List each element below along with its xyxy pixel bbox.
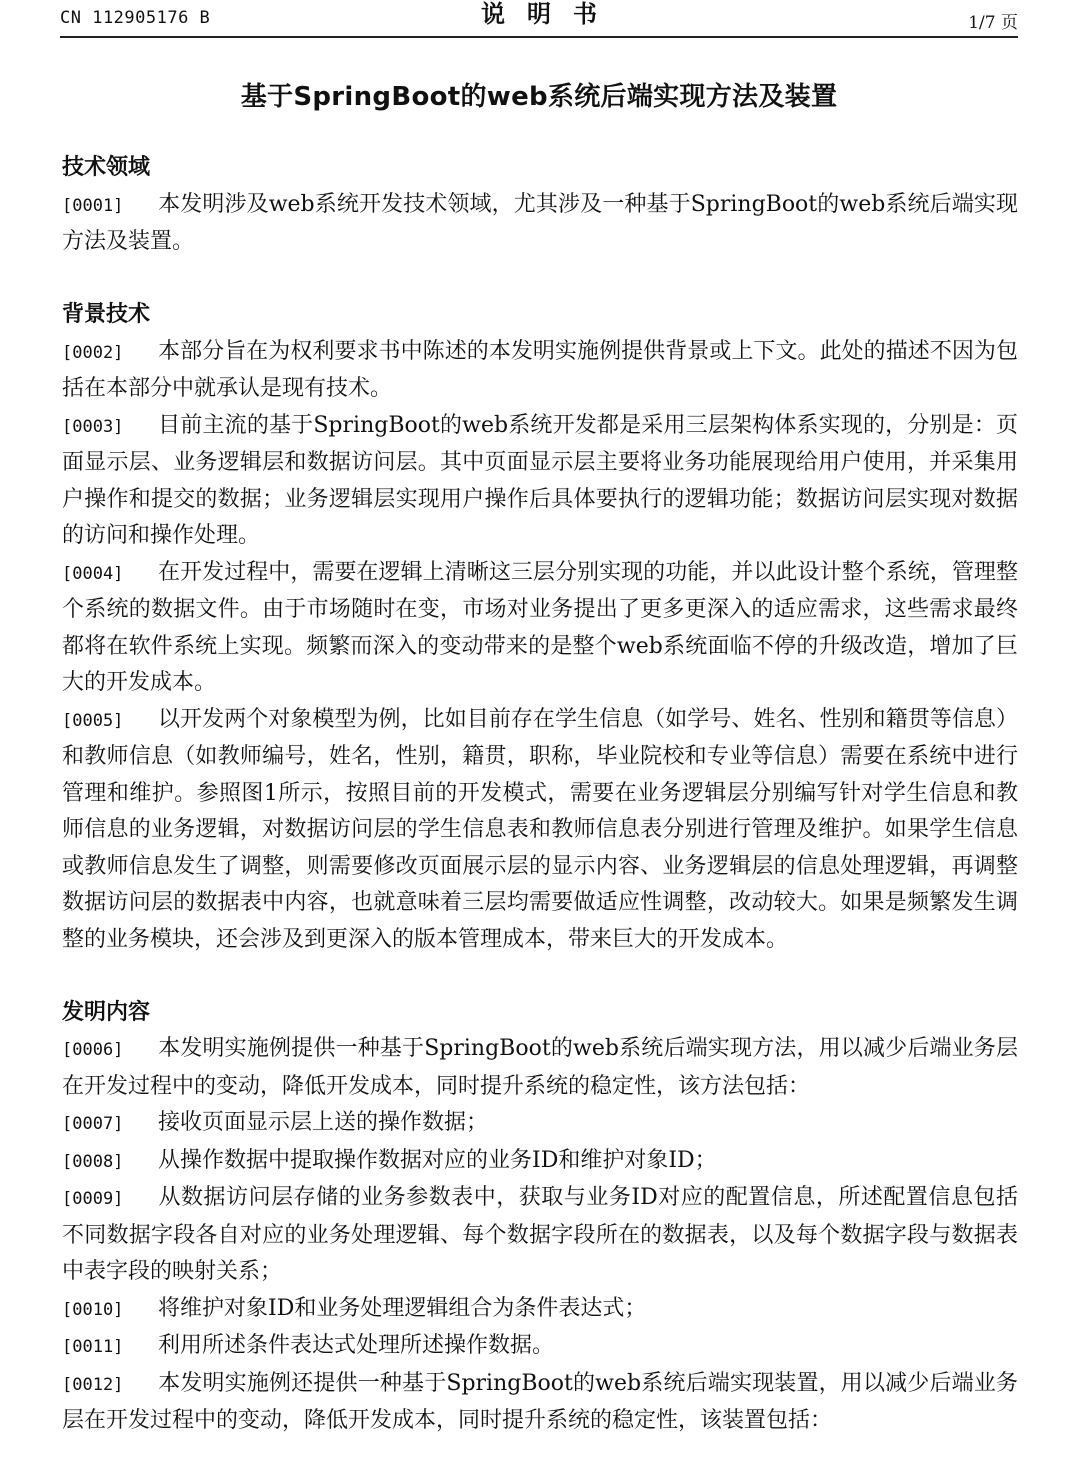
paragraph-number: [0008] xyxy=(62,1151,124,1172)
paragraph-number: [0003] xyxy=(62,416,124,437)
document-type: 说明书 xyxy=(481,0,619,28)
paragraph-number: [0001] xyxy=(62,195,124,216)
paragraph xyxy=(62,1143,1018,1181)
paragraph-number: [0002] xyxy=(62,342,124,363)
paragraph-text: 本发明实施例还提供一种基于SpringBoot的web系统后端实现装置，用以减少后端业务层在开发过程中的变动，降低开发成本，同时提升系统的稳定性，该装置包括： xyxy=(62,1370,1018,1433)
paragraph xyxy=(62,1366,1018,1440)
paragraph-text: 接收页面显示层上送的操作数据； xyxy=(158,1110,489,1135)
document-title: 基于SpringBoot的web系统后端实现方法及装置 xyxy=(240,82,838,112)
paragraph xyxy=(62,555,1018,702)
paragraph-text: 从数据访问层存储的业务参数表中，获取与业务ID对应的配置信息，所述配置信息包括不同数据字段各自对应的业务处理逻辑、每个数据字段所在的数据表，以及每个数据字段与数据表中表字段的映射关系； xyxy=(62,1185,1018,1284)
paragraph-text: 从操作数据中提取操作数据对应的业务ID和维护对象ID； xyxy=(158,1147,717,1173)
paragraph-number: [0011] xyxy=(62,1337,124,1357)
paragraph-text: 在开发过程中，需要在逻辑上清晰这三层分别实现的功能，并以此设计整个系统，管理整个系统的数据文件。由于市场随时在变，市场对业务提出了更多更深入的适应需求，这些需求最终都将在软件系统上实现。频繁而深入的变动带来的是整个web系统面临不停的升级改造，增加了巨大的开发成本。 xyxy=(62,559,1018,695)
paragraph-number: [0012] xyxy=(62,1374,124,1395)
paragraph-number: [0005] xyxy=(62,710,124,731)
paragraph-text: 本发明实施例提供一种基于SpringBoot的web系统后端实现方法，用以减少后端业务层在开发过程中的变动，降低开发成本，同时提升系统的稳定性，该方法包括： xyxy=(62,1036,1018,1099)
paragraph xyxy=(62,1031,1018,1105)
paragraph-number: [0010] xyxy=(62,1299,124,1320)
document-body xyxy=(62,150,1018,1440)
paragraph-number: [0004] xyxy=(62,563,124,584)
page-indicator: 1/7 页 xyxy=(968,13,1018,33)
paragraph xyxy=(62,1180,1018,1291)
paragraph-number: [0007] xyxy=(62,1114,124,1134)
paragraph xyxy=(62,1105,1018,1143)
section-heading-background: 背景技术 xyxy=(62,302,151,327)
paragraph xyxy=(62,334,1018,408)
paragraph xyxy=(62,1291,1018,1329)
section-heading-summary: 发明内容 xyxy=(62,999,151,1025)
paragraph-text: 本部分旨在为权利要求书中陈述的本发明实施例提供背景或上下文。此处的描述不因为包括在本部分中就承认是现有技术。 xyxy=(62,338,1018,401)
patent-number: CN 112905176 B xyxy=(60,8,211,28)
paragraph-text: 以开发两个对象模型为例，比如目前存在学生信息（如学号、姓名、性别和籍贯等信息）和教师信息（如教师编号，姓名，性别，籍贯，职称，毕业院校和专业等信息）需要在系统中进行管理和维护。参照图1所示，按照目前的开发模式，需要在业务逻辑层分别编写针对学生信息和教师信息的业务逻辑，对数据访问层的学生信息表和教师信息表分别进行管理及维护。如果学生信息或教师信息发生了调整，则需要修改页面展示层的显示内容、业务逻辑层的信息处理逻辑，再调整数据访问层的数据表中内容，也就意味着三层均需要做适应性调整，改动较大。如果是频繁发生调整的业务模块，还会涉及到更深入的版本管理成本，带来巨大的开发成本。 xyxy=(62,706,1018,952)
paragraph xyxy=(62,408,1018,555)
paragraph-text: 本发明涉及web系统开发技术领域，尤其涉及一种基于SpringBoot的web系统后端实现方法及装置。 xyxy=(62,191,1018,254)
paragraph-text: 目前主流的基于SpringBoot的web系统开发都是采用三层架构体系实现的，分别是：页面显示层、业务逻辑层和数据访问层。其中页面显示层主要将业务功能展现给用户使用，并采集用户操作和提交的数据；业务逻辑层实现用户操作后具体要执行的逻辑功能；数据访问层实现对数据的访问和操作处理。 xyxy=(62,412,1018,548)
page-header xyxy=(60,0,1018,38)
paragraph-number: [0009] xyxy=(62,1189,124,1209)
paragraph-text: 将维护对象ID和业务处理逻辑组合为条件表达式； xyxy=(158,1295,647,1321)
paragraph-number: [0006] xyxy=(62,1040,124,1060)
paragraph xyxy=(62,187,1018,261)
paragraph xyxy=(62,1328,1018,1366)
paragraph-text: 利用所述条件表达式处理所述操作数据。 xyxy=(158,1333,555,1358)
paragraph xyxy=(62,702,1018,959)
section-heading-technical-field: 技术领域 xyxy=(62,155,151,180)
